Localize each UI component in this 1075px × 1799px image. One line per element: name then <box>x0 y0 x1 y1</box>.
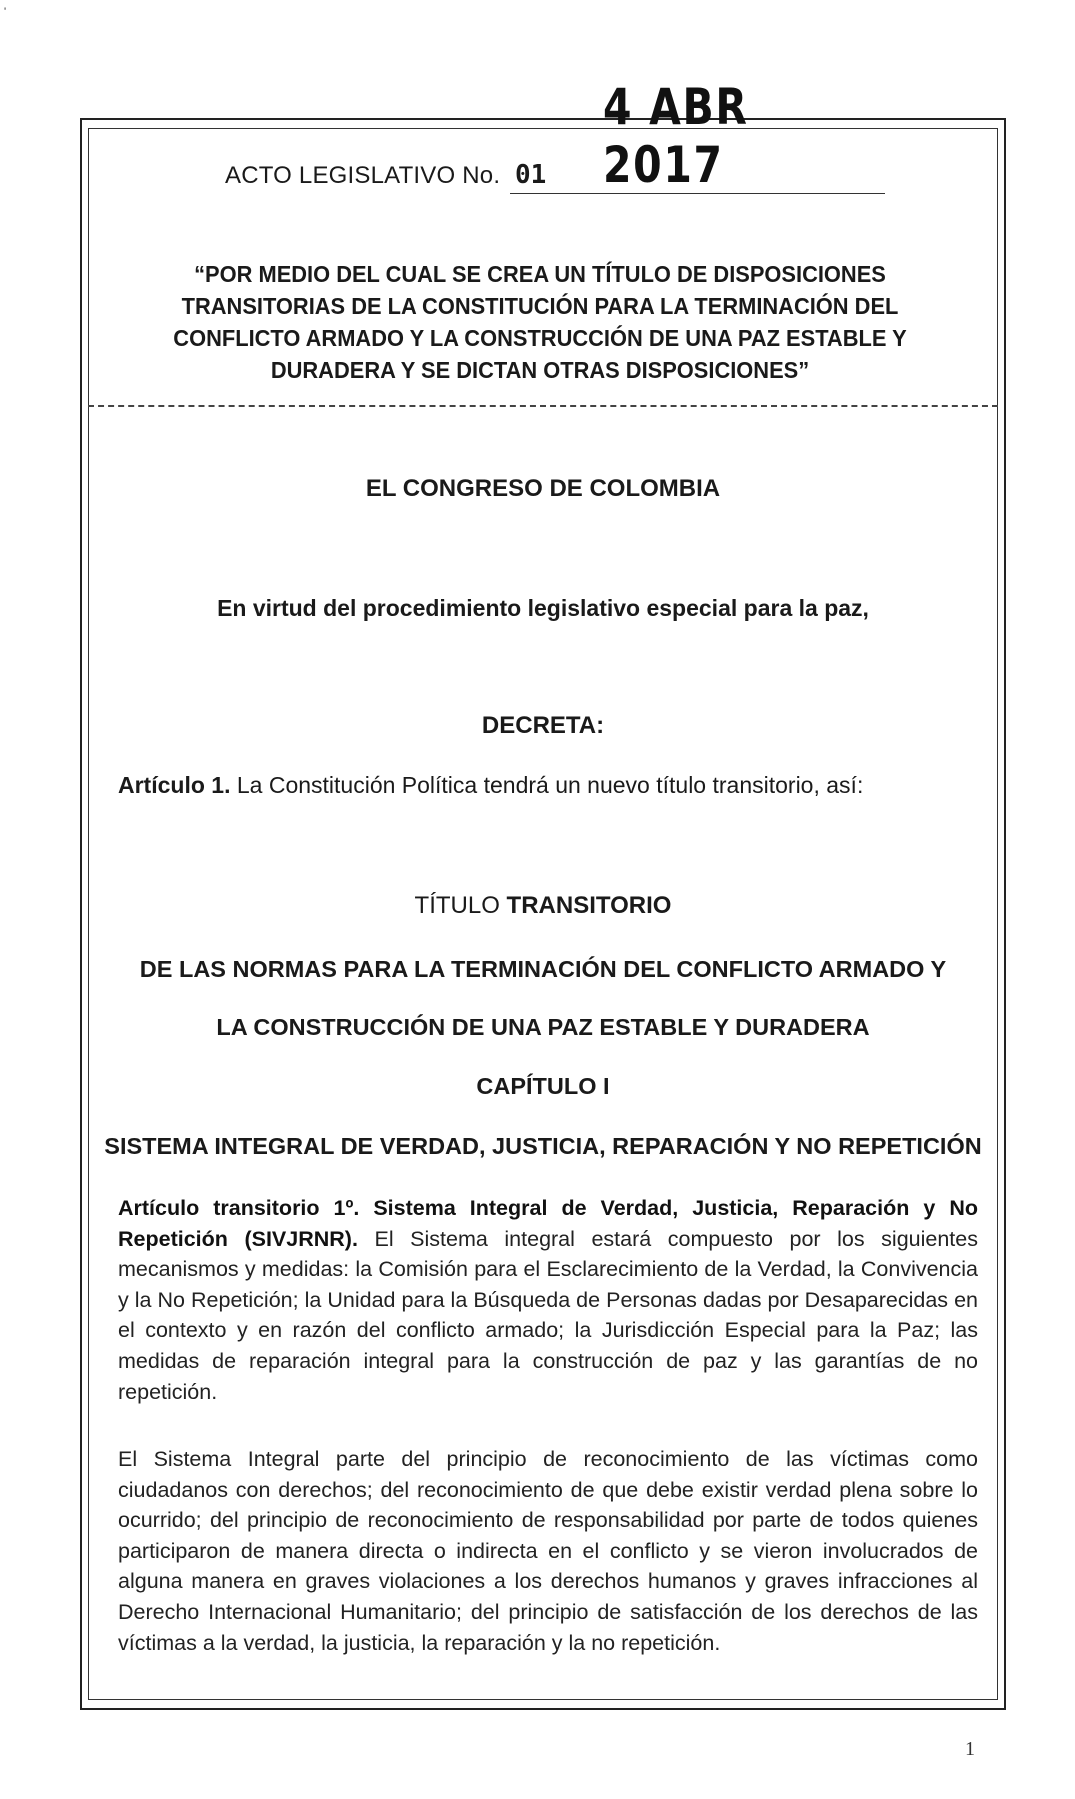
article-1-label: Artículo 1. <box>118 772 231 798</box>
transitional-article-1-body: El Sistema integral estará compuesto por los siguientes mecanismos y medidas: la Comisión para el Esclarecimiento de la Verdad, la Convivencia y la No Repetición; la Unidad para la Búsqueda de Personas dadas por Desaparecidas en el contexto y en razón del conflicto armado; la Jurisdicción Especial para la Paz; las medidas de reparación integral para la construcción de paz y las garantías de no repetición. <box>118 1226 978 1404</box>
document-title: “POR MEDIO DEL CUAL SE CREA UN TÍTULO DE DISPOSICIONES TRANSITORIAS DE LA CONSTITUCIÓN PARA LA TERMINACIÓN DEL CONFLICTO ARMADO Y LA CONSTRUCCIÓN DE UNA PAZ ESTABLE Y DURADERA Y SE DICTAN OTRAS DISPOSICIONES” <box>173 261 907 383</box>
procedure-line: En virtud del procedimiento legislativo especial para la paz, <box>217 595 869 621</box>
article-1-text: La Constitución Política tendrá un nuevo título transitorio, así: <box>230 772 864 798</box>
issuer-heading: EL CONGRESO DE COLOMBIA <box>365 475 721 502</box>
transitional-article-1-heading: Artículo transitorio 1º. Sistema Integral de Verdad, Justicia, Reparación y No Repetición (SIVJRNR). <box>118 1196 978 1251</box>
transitional-title-prefix: TÍTULO <box>414 892 507 919</box>
transitional-subtitle-line-2: LA CONSTRUCCIÓN DE UNA PAZ ESTABLE Y DURADERA <box>216 1014 870 1040</box>
date-stamp: 4 ABR 2017 <box>603 78 749 194</box>
scan-mark: ' <box>4 6 7 18</box>
transitional-title-name: TRANSITORIO <box>506 892 672 919</box>
paragraph-2: El Sistema Integral parte del principio de reconocimiento de las víctimas como ciudadanos con derechos; del reconocimiento de que debe existir verdad plena sobre lo ocurrido; del principio de reconocimiento de responsabilidad por parte de todos quienes participaron de manera directa o indirecta en el conflicto y se vieron involucrados de alguna manera en graves violaciones a los derechos humanos y graves infracciones al Derecho Internacional Humanitario; del principio de satisfacción de los derechos de las víctimas a la verdad, la justicia, la reparación y la no repetición. <box>118 1447 978 1655</box>
act-number: 01 <box>515 160 547 190</box>
decree-heading: DECRETA: <box>481 712 605 739</box>
section-divider <box>88 405 998 407</box>
article-1 <box>118 772 863 799</box>
transitional-article-1 <box>118 1193 978 1407</box>
act-label: ACTO LEGISLATIVO No. <box>225 162 501 189</box>
page-number: 1 <box>965 1738 975 1760</box>
system-heading: SISTEMA INTEGRAL DE VERDAD, JUSTICIA, REPARACIÓN Y NO REPETICIÓN <box>104 1133 982 1159</box>
transitional-subtitle-line-1: DE LAS NORMAS PARA LA TERMINACIÓN DEL CONFLICTO ARMADO Y <box>139 956 947 982</box>
chapter-heading: CAPÍTULO I <box>476 1073 610 1099</box>
act-header <box>225 78 885 200</box>
transitional-title <box>88 892 998 920</box>
